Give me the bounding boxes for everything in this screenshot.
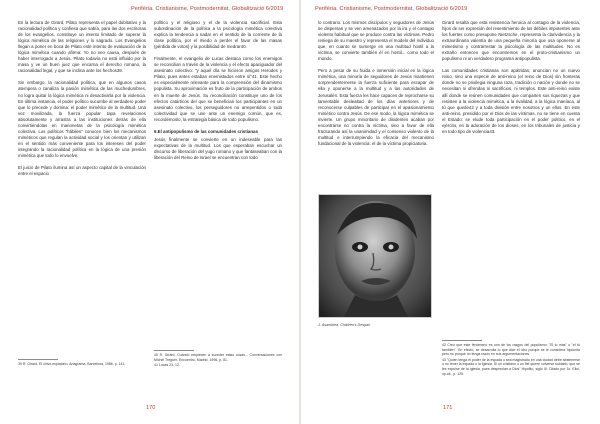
left-column-2 [154,20,282,350]
paragraph: Pero a pesar de su huida e inmersión inicial en la lógica mimética, una minoría de seguidores de Jesús mantienen sorprendentemente la fuerza suficiente para escapar de ella y oponerse a la multitud y a las autoridades de Jerusalén. Esta fuerza les hace capaces de reprocharse su lamentable deslealtad de los días anteriores y de reconocerse culpables de participar en el apasionamiento mimético contra Jesús. De ese modo, la lógica mimética se invierte. Un grupo minoritario de disidentes acaban por encontrarse no contra la víctima, sino a favor de ella fracturando así la unanimidad y el consenso violento de la multitud e interrumpiendo la eficacia del mecanismo fundacional de la violencia: el de la víctima propiciatoria. [318,68,434,146]
paragraph: político y el religioso y el de la violencia sacrificial. Esta subordinación de la política a la psicología mimética colectiva explica la tendencia a nadar en el sentido de la corriente de la clase política, por el miedo a perder el favor de las masas (pérdida de votos) y la posibilidad de medrar40. [154,20,282,50]
right-column-2 [442,20,580,334]
paragraph: En la lectura de Girard, Pilato representa el papel dubitativo y la racionalidad política y confiesa que sabía, para las dos escritoras de los evangelios, constituye un intento limitado de superar la lógica mimética de las religiones y lo sagrado. Los Evangelios llegan a poner en boca de Pilato este intento de evaluación de la lógica mimética cuando afirma: Yo no veo causa, después de haber interrogado a Jesús. Pilato todavía no está influido por la masa y ve un buen juez que encarna el derecho romano, la racionalidad legal, y que se inclina ante los hechos39. [18,20,146,74]
footnotes-left-col1 [18,362,146,376]
footnote: 40 R. Girard, Cuando empiecen a suceder estas cosas... Conversaciones con Michel Treguer, Encuentro, Madrid, 1996, p. 81. [154,353,282,362]
paragraph: lo contrario. Los mismos discípulos y seguidores de Jesús se dispersan y se ven amenazados por la ira y el contagio violento habitual que se produce contra las víctimas. Pedro reniega de su maestro y representa el modelo del individuo que, en cuanto se sumerge en una multitud hostil a la víctima, se convierte también él en hostil... como todo el mundo. [318,20,434,62]
footnotes-left-col2 [154,353,282,373]
footnote-rule [442,340,482,341]
left-column-1 [18,20,146,354]
footnote: 42 Creo que este fenómeno es uno de los rasgos del populismo: "El lo más" o "el tú también". En efecto, se desarrolla lo que dice el otro porque se le considera hipócrita pero no porque no tenga razón en sus argumentaciones. [442,343,580,357]
child-portrait-photo [319,195,432,318]
left-page [0,0,299,424]
running-header-left: Perifèria. Cristianisme, Postmodernitat, Globalització 6/2019 [131,6,284,12]
page-number-left: 170 [146,405,156,411]
footnote: 41 Lucas 23, 12. [154,363,180,368]
running-header-right: Perifèria. Cristianisme, Postmodernitat, Globalització 6/2019 [315,6,468,12]
footnote-rule [18,359,58,360]
footnote-rule [154,350,194,351]
footnote: 43 "Quien tenga el poder de la espada o sea magistrado en una ciudad debe abstenerse o no tener la espada o la iglesia. Si un cristiano o un fiel quiere volverse soldado, que se les expulse de la iglesia, pues desprecian a Dios" Hipólito, siglo III. Citado por Jo. Eliul, op.cit., p. 125. [442,357,580,376]
paragraph: Sin embargo, la racionalidad política, que en algunos casos atempera o canaliza la pasión mimética de las muchedumbres, no logra quitar la lógica mimética ni desactivarla por la violencia. En última instancia, el poder político sucumbe al verdadero poder que lo precede y domina: el poder mimético de la multitud. Una vez movilizada, la fuerza popular tapa revelaciones absolutamente y arrastra a las instituciones detrás de ella convirtiéndolas en marionetas de la psicología mimética colectiva. Los políticos "hábiles" conocen bien los mecanismos miméticos que regulan la actividad social y los orientan y utilizan en el sentido más conveniente para los intereses del poder integrando la racionalidad política en la lógica de una presión mimética que todo lo envuelve. [18,80,146,158]
paragraph: Jesús finalmente se convierte en un indeseable para las expectativas de la multitud. Los que esperaban escuchar un discurso de liberación del yugo romano y que fantaseaban con la liberación del Reino de Israel se encuentran con todo [154,136,282,160]
paragraph: El juicio de Pilato ilumina así un aspecto capital de la vinculación entre el espacio [18,165,146,177]
page-number-right: 171 [443,405,453,411]
right-column-1 [318,20,434,192]
illustration-caption: J. Asamblea, Children's Despair [318,323,371,327]
paragraph: Finalmente, el evangelio de Lucas destaca como los enemigos se reconcilian a través de la violencia y el efecto apaciguador del asesinato colectivo: "y aquel día se hicieron amigos Herodes y Pilato, pues antes estaban enemistados entre sí"41. Este hecho es especialmente relevante para la comprensión del dinamismo populista. Su aproximación es fruto de la participación de ambos en la muerte de Jesús. Su reconciliación constituye uno de los efectos catárticos del que se benefician los participantes en un asesinato colectivo, los perseguidores no arrepentidos o toda colectividad que se une ante un enemigo común, que es, recordémoslo, la estrategia básica de todo populismo. [154,56,282,122]
footnotes-right-col2 [442,343,580,403]
paragraph: Girard resalta que esta resistencia heroica al contagio de la violencia, hijos de ser expresión del resentimiento de los débiles impotentes ante los fuertes como presupone Nietzsche, representa la clarividencia y la extraordinaria valentía de una pequeña minoría que osa oponerse al mimetismo y contrarrestar la psicología de las multitudes. No es extraño entonces que encontremos en el proto-cristianismo un populismo ni un verdadero programa antipopulista. [442,20,580,62]
paragraph: Las comunidades cristianas son apátridas, anuncian no un nuevo reino, sino una especie de anti-reino (el reino de Dios) sin fronteras donde no se privilegia ninguna raza, tradición o nación y donde no se necesitan ni ofrendas ni sacrificios, ni templos. Este anti-reino existe allí donde se reúnen comunidades que comparten sus riquezas y que resisten a la violencia mimética, a la rivalidad, a la lógica maníaca, al tú que quede42 y a toda división entre nosotros y un ellos. En este anti-reino, presidido por el Dios de las víctimas, no se tiene en cuenta el Estado: se elude toda participación en el poder político, en el ejército, en la adoración de los dioses, en los tribunales de justicia y en todo tipo de violencia43. [442,68,580,134]
footnote: 39 R. Girard, El chivo expiatorio, Anagrama, Barcelona, 1986, p. 141. [18,362,126,366]
illustration-image [318,194,432,318]
section-subtitle: 6.El antipopulismo de las comunidades cristianas [154,128,258,134]
